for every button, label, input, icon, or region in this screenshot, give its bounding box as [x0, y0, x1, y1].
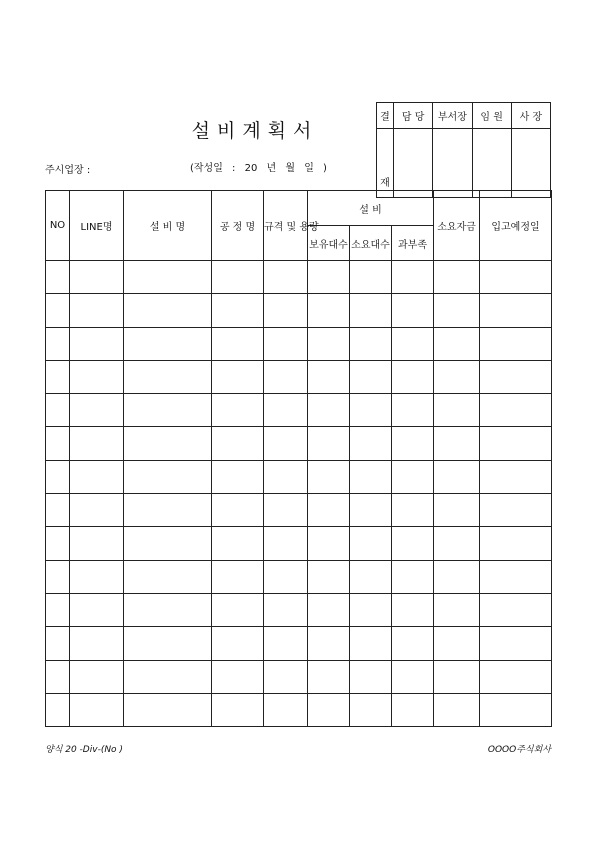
table-cell[interactable] [480, 593, 552, 626]
table-cell[interactable] [46, 261, 70, 294]
table-cell[interactable] [392, 593, 434, 626]
table-cell[interactable] [46, 427, 70, 460]
table-cell[interactable] [124, 460, 212, 493]
approval-header-manager: 부서장 [433, 103, 472, 129]
header-owned: 보유대수 [308, 226, 350, 261]
table-cell[interactable] [480, 427, 552, 460]
table-cell[interactable] [350, 593, 392, 626]
table-cell[interactable] [392, 460, 434, 493]
table-cell[interactable] [212, 627, 264, 660]
form-number: 양식 20 -Div-(No ) [45, 745, 123, 755]
table-cell[interactable] [392, 560, 434, 593]
approval-box [376, 102, 551, 198]
table-cell[interactable] [434, 660, 480, 693]
table-cell[interactable] [480, 560, 552, 593]
table-cell[interactable] [264, 527, 308, 560]
table-cell[interactable] [308, 294, 350, 327]
table-cell[interactable] [308, 394, 350, 427]
approval-header-staff: 담 당 [394, 103, 433, 129]
company-name: OOOO주식회사 [487, 745, 551, 755]
table-cell[interactable] [392, 261, 434, 294]
table-row [46, 560, 552, 593]
table-row [46, 294, 552, 327]
table-row [46, 660, 552, 693]
table-cell[interactable] [264, 693, 308, 726]
table-cell[interactable] [70, 527, 124, 560]
table-cell[interactable] [392, 394, 434, 427]
approval-sign-executive[interactable] [472, 129, 511, 198]
header-required: 소요대수 [350, 226, 392, 261]
table-cell[interactable] [70, 261, 124, 294]
table-cell[interactable] [480, 327, 552, 360]
table-row [46, 494, 552, 527]
table-cell[interactable] [70, 327, 124, 360]
table-cell[interactable] [124, 427, 212, 460]
table-cell[interactable] [264, 427, 308, 460]
company-label: 주시업장 : [45, 165, 91, 176]
table-row [46, 693, 552, 726]
table-cell[interactable] [264, 327, 308, 360]
table-cell[interactable] [212, 660, 264, 693]
header-spec: 규격 및 용량 [264, 191, 308, 261]
table-cell[interactable] [480, 294, 552, 327]
table-cell[interactable] [392, 294, 434, 327]
table-cell[interactable] [124, 693, 212, 726]
table-cell[interactable] [434, 360, 480, 393]
table-cell[interactable] [392, 693, 434, 726]
header-no: NO [46, 191, 70, 261]
header-line: LINE명 [70, 191, 124, 261]
table-cell[interactable] [480, 527, 552, 560]
table-cell[interactable] [434, 327, 480, 360]
header-funds: 소요자금 [434, 191, 480, 261]
table-cell[interactable] [308, 460, 350, 493]
table-row [46, 627, 552, 660]
table-cell[interactable] [124, 627, 212, 660]
table-cell[interactable] [46, 593, 70, 626]
table-cell[interactable] [350, 261, 392, 294]
table-cell[interactable] [264, 394, 308, 427]
table-cell[interactable] [350, 294, 392, 327]
table-cell[interactable] [480, 627, 552, 660]
table-cell[interactable] [392, 494, 434, 527]
table-cell[interactable] [212, 460, 264, 493]
table-cell[interactable] [70, 427, 124, 460]
table-cell[interactable] [434, 627, 480, 660]
table-cell[interactable] [434, 394, 480, 427]
table-cell[interactable] [392, 527, 434, 560]
table-cell[interactable] [308, 627, 350, 660]
table-cell[interactable] [212, 360, 264, 393]
table-cell[interactable] [350, 360, 392, 393]
table-cell[interactable] [264, 593, 308, 626]
table-cell[interactable] [480, 494, 552, 527]
table-cell[interactable] [480, 460, 552, 493]
table-cell[interactable] [308, 261, 350, 294]
table-cell[interactable] [434, 294, 480, 327]
table-cell[interactable] [46, 494, 70, 527]
table-cell[interactable] [46, 660, 70, 693]
table-cell[interactable] [308, 527, 350, 560]
table-cell[interactable] [124, 261, 212, 294]
table-cell[interactable] [264, 294, 308, 327]
table-cell[interactable] [480, 360, 552, 393]
table-cell[interactable] [124, 360, 212, 393]
header-equipment-group: 설 비 [308, 191, 434, 226]
table-cell[interactable] [264, 627, 308, 660]
table-cell[interactable] [392, 660, 434, 693]
table-cell[interactable] [480, 394, 552, 427]
table-cell[interactable] [264, 460, 308, 493]
table-cell[interactable] [434, 560, 480, 593]
table-cell[interactable] [392, 360, 434, 393]
table-cell[interactable] [434, 693, 480, 726]
header-equipment: 설 비 명 [124, 191, 212, 261]
table-cell[interactable] [480, 660, 552, 693]
table-cell[interactable] [308, 593, 350, 626]
table-cell[interactable] [70, 494, 124, 527]
table-cell[interactable] [308, 494, 350, 527]
table-cell[interactable] [70, 460, 124, 493]
approval-sign-staff[interactable] [394, 129, 433, 198]
table-cell[interactable] [46, 394, 70, 427]
table-cell[interactable] [264, 560, 308, 593]
table-cell[interactable] [308, 327, 350, 360]
table-cell[interactable] [350, 527, 392, 560]
table-cell[interactable] [308, 693, 350, 726]
table-cell[interactable] [308, 560, 350, 593]
table-cell[interactable] [434, 494, 480, 527]
table-row [46, 327, 552, 360]
table-cell[interactable] [124, 660, 212, 693]
table-cell[interactable] [212, 394, 264, 427]
table-cell[interactable] [212, 494, 264, 527]
approval-gyeol-top: 결 [377, 103, 394, 129]
table-cell[interactable] [434, 261, 480, 294]
table-cell[interactable] [124, 527, 212, 560]
table-row [46, 527, 552, 560]
table-cell[interactable] [70, 360, 124, 393]
table-row [46, 593, 552, 626]
table-cell[interactable] [308, 427, 350, 460]
table-cell[interactable] [264, 494, 308, 527]
equipment-plan-table [45, 190, 552, 727]
table-cell[interactable] [434, 427, 480, 460]
table-cell[interactable] [480, 261, 552, 294]
table-cell[interactable] [350, 460, 392, 493]
header-process: 공 정 명 [212, 191, 264, 261]
approval-header-president: 사 장 [511, 103, 550, 129]
table-row [46, 460, 552, 493]
table-cell[interactable] [70, 394, 124, 427]
table-cell[interactable] [70, 693, 124, 726]
table-cell[interactable] [70, 660, 124, 693]
approval-sign-president[interactable] [511, 129, 550, 198]
table-row [46, 427, 552, 460]
table-cell[interactable] [350, 693, 392, 726]
table-cell[interactable] [264, 660, 308, 693]
table-cell[interactable] [392, 627, 434, 660]
table-cell[interactable] [264, 360, 308, 393]
table-cell[interactable] [350, 327, 392, 360]
table-cell[interactable] [480, 693, 552, 726]
table-row [46, 394, 552, 427]
table-cell[interactable] [212, 560, 264, 593]
table-cell[interactable] [434, 593, 480, 626]
table-cell[interactable] [350, 427, 392, 460]
table-cell[interactable] [46, 527, 70, 560]
table-cell[interactable] [124, 560, 212, 593]
table-cell[interactable] [124, 394, 212, 427]
table-cell[interactable] [212, 593, 264, 626]
table-cell[interactable] [350, 560, 392, 593]
table-cell[interactable] [70, 560, 124, 593]
table-cell[interactable] [434, 527, 480, 560]
table-cell[interactable] [70, 627, 124, 660]
document-title: 설비계획서 [191, 120, 319, 142]
table-cell[interactable] [46, 693, 70, 726]
table-cell[interactable] [124, 593, 212, 626]
table-cell[interactable] [46, 360, 70, 393]
approval-sign-manager[interactable] [433, 129, 472, 198]
table-cell[interactable] [264, 261, 308, 294]
table-cell[interactable] [124, 294, 212, 327]
table-cell[interactable] [434, 460, 480, 493]
table-cell[interactable] [124, 327, 212, 360]
table-cell[interactable] [46, 627, 70, 660]
date-line: (작성일 : 20 년 월 일 ) [190, 163, 327, 174]
table-cell[interactable] [392, 327, 434, 360]
header-arrival: 입고예정일 [480, 191, 552, 261]
table-cell[interactable] [124, 494, 212, 527]
table-cell[interactable] [350, 627, 392, 660]
table-cell[interactable] [308, 360, 350, 393]
table-cell[interactable] [212, 527, 264, 560]
table-cell[interactable] [350, 494, 392, 527]
table-cell[interactable] [350, 660, 392, 693]
table-cell[interactable] [46, 327, 70, 360]
table-cell[interactable] [212, 427, 264, 460]
table-cell[interactable] [308, 660, 350, 693]
table-cell[interactable] [212, 327, 264, 360]
table-cell[interactable] [46, 294, 70, 327]
table-row [46, 360, 552, 393]
approval-gyeol-bottom: 재 [377, 129, 394, 198]
approval-header-executive: 임 원 [472, 103, 511, 129]
table-cell[interactable] [212, 261, 264, 294]
table-cell[interactable] [212, 294, 264, 327]
table-row [46, 261, 552, 294]
table-cell[interactable] [46, 560, 70, 593]
header-shortage: 과부족 [392, 226, 434, 261]
table-cell[interactable] [212, 693, 264, 726]
table-cell[interactable] [70, 294, 124, 327]
table-cell[interactable] [70, 593, 124, 626]
table-cell[interactable] [392, 427, 434, 460]
table-cell[interactable] [46, 460, 70, 493]
table-cell[interactable] [350, 394, 392, 427]
